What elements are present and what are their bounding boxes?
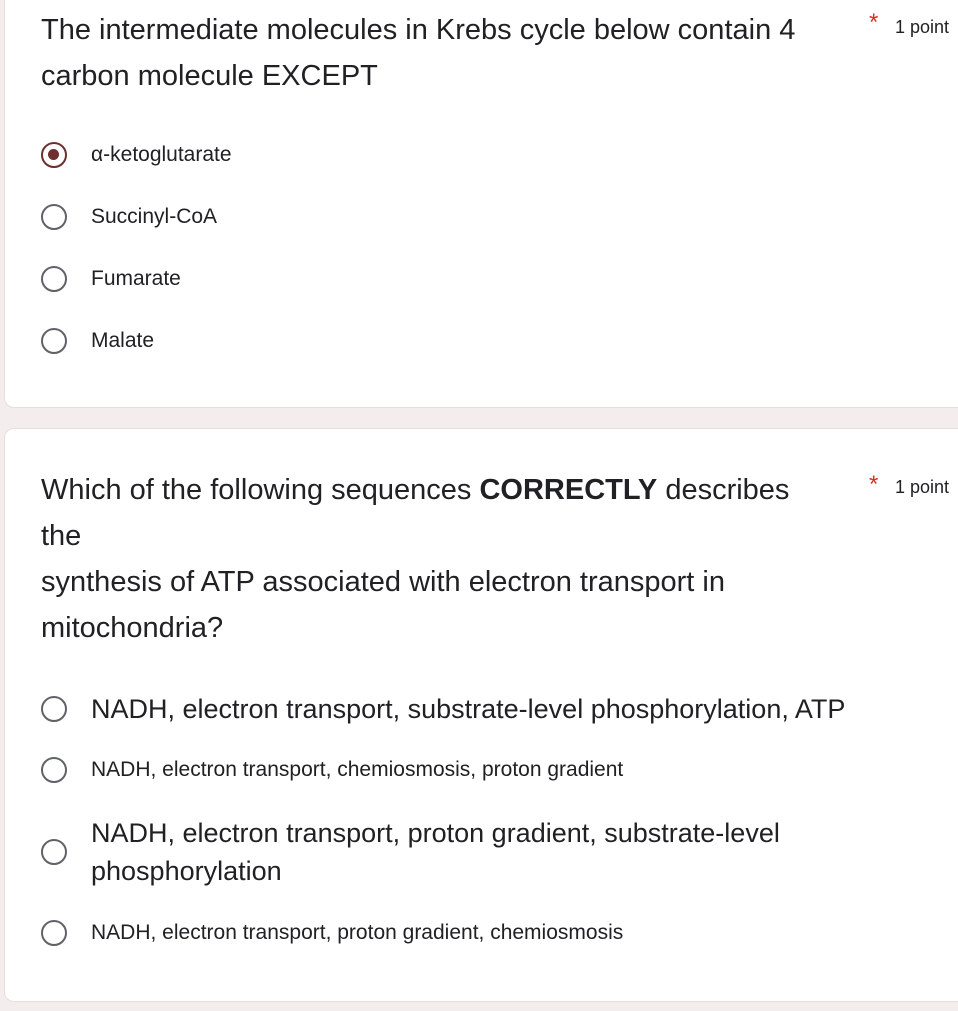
radio-icon[interactable]	[41, 920, 67, 946]
radio-icon[interactable]	[41, 266, 67, 292]
option-label: NADH, electron transport, chemiosmosis, proton gradient	[91, 758, 624, 781]
option-label: NADH, electron transport, proton gradient, chemiosmosis	[91, 921, 624, 944]
question-2-title: Which of the following sequences CORRECTLY describes the synthesis of ATP associated with electron transport in mitochondria?	[41, 474, 790, 644]
option-proton-gradient-chemiosmosis[interactable]	[41, 920, 623, 946]
radio-icon[interactable]	[41, 328, 67, 354]
option-malate[interactable]	[41, 328, 154, 354]
option-label: NADH, electron transport, proton gradient, substrate-level phosphorylation	[91, 818, 780, 886]
option-a-ketoglutarate[interactable]	[41, 142, 232, 168]
question-1-title: The intermediate molecules in Krebs cycle below contain 4 carbon molecule EXCEPT	[41, 14, 796, 92]
radio-icon[interactable]	[41, 696, 67, 722]
option-label: Malate	[91, 329, 155, 352]
option-substrate-level-atp[interactable]	[41, 690, 845, 728]
question-card-2	[4, 428, 958, 1002]
radio-icon[interactable]	[41, 839, 67, 865]
radio-icon[interactable]	[41, 757, 67, 783]
radio-icon[interactable]	[41, 204, 67, 230]
option-chemiosmosis-proton-gradient[interactable]	[41, 757, 623, 783]
emphasis-correctly: CORRECTLY	[479, 474, 658, 506]
question-2-points: 1 point	[895, 477, 950, 497]
option-label: Succinyl-CoA	[91, 205, 218, 228]
required-asterisk: *	[869, 9, 879, 36]
required-asterisk: *	[869, 471, 879, 498]
option-succinyl-coa[interactable]	[41, 204, 217, 230]
option-label: α-ketoglutarate	[91, 143, 232, 166]
option-label: Fumarate	[91, 267, 181, 290]
question-card-1	[4, 0, 958, 408]
radio-selected-icon[interactable]	[41, 142, 67, 168]
option-label: NADH, electron transport, substrate-level phosphorylation, ATP	[91, 694, 846, 724]
option-fumarate[interactable]	[41, 266, 181, 292]
option-proton-gradient-substrate-level[interactable]	[41, 814, 841, 890]
question-1-points: 1 point	[895, 17, 950, 37]
